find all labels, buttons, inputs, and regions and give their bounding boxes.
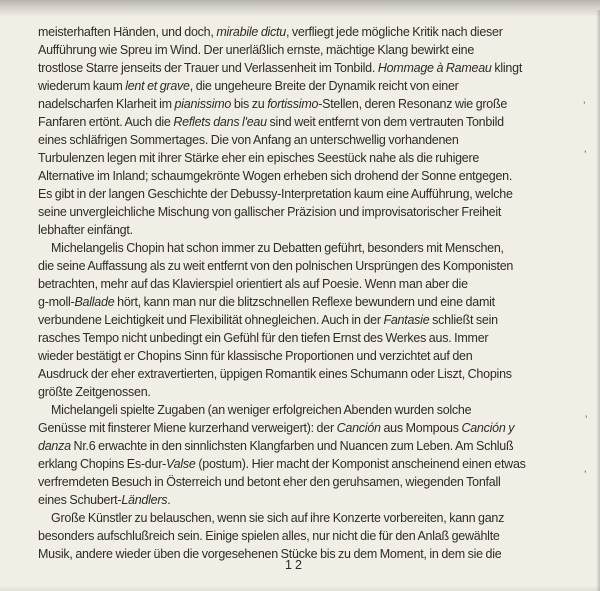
paragraph <box>38 23 590 239</box>
text-segment: Turbulenzen legen mit ihrer Stärke eher ein episches Seestück nahe als die ruhigere <box>38 151 480 165</box>
text-segment: klingt <box>491 61 523 75</box>
text-segment: nadelscharfen Klarheit im <box>38 97 175 111</box>
text-block <box>38 23 590 563</box>
text-line <box>38 365 590 383</box>
italic-text-segment: Reflets dans l'eau <box>173 115 267 129</box>
text-line <box>38 95 590 113</box>
text-line <box>38 185 590 203</box>
text-line <box>38 23 590 41</box>
text-line <box>38 221 590 239</box>
text-segment: trostlose Starre jenseits der Trauer und Verlassenheit im Tonbild. <box>38 61 378 75</box>
italic-text-segment: Valse <box>166 457 196 471</box>
text-segment: rasches Tempo nicht unbedingt ein Gefühl für den tiefen Ernst des Werkes aus. Immer <box>38 331 489 345</box>
text-segment: schließt sein <box>429 313 498 327</box>
text-segment: (postum). Hier macht der Komponist anscheinend einen etwas <box>195 457 526 471</box>
text-segment: Fanfaren ertönt. Auch die <box>38 115 174 129</box>
scan-speck-icon <box>584 470 586 481</box>
scan-edge-bottom-shadow <box>0 586 600 591</box>
text-segment: die seine Auffassung als zu weit entfernt von den polnischen Ursprüngen des Komponisten <box>38 259 514 273</box>
text-segment: Musik, andere wieder üben die vorgesehenen Stücke bis zu dem Moment, in dem sie die <box>38 547 502 561</box>
text-line <box>38 347 590 365</box>
text-line <box>38 329 590 347</box>
text-segment: wieder bestätigt er Chopins Sinn für klassische Proportionen und verzichtet auf den <box>38 349 473 363</box>
scan-edge-top-shadow <box>0 0 600 17</box>
text-segment: . <box>167 493 171 507</box>
text-segment: Nr.6 erwachte in den sinnlichsten Klangfarben und Nuancen zum Leben. Am Schluß <box>70 439 514 453</box>
text-segment: wiederum kaum <box>38 79 126 93</box>
text-segment: sind weit entfernt von dem vertrauten Tonbild <box>266 115 504 129</box>
text-segment: Alternative im Inland; schaumgekrönte Wogen erheben sich drohend der Sonne entgegen. <box>38 169 513 183</box>
text-line <box>38 383 590 401</box>
text-segment: , die ungeheure Breite der Dynamik reicht von einer <box>189 79 459 93</box>
text-segment: Große Künstler zu belauschen, wenn sie sich auf ihre Konzerte vorbereiten, kann ganz <box>51 511 505 525</box>
text-segment: , verfliegt jede mögliche Kritik nach dieser <box>285 25 503 39</box>
italic-text-segment: Ballade <box>74 295 115 309</box>
scan-speck-icon <box>585 415 587 426</box>
text-segment: g-moll- <box>38 295 75 309</box>
text-segment: bis zu <box>231 97 268 111</box>
scan-speck-icon <box>584 150 586 161</box>
text-line <box>38 437 590 455</box>
text-line <box>38 59 590 77</box>
text-line <box>38 203 590 221</box>
scan-speck-icon <box>583 101 585 112</box>
text-line <box>38 293 590 311</box>
paragraph <box>38 509 590 563</box>
text-line <box>38 455 590 473</box>
text-line <box>38 131 590 149</box>
italic-text-segment: Canción y <box>461 421 515 435</box>
text-line <box>38 311 590 329</box>
text-segment: seine unvergleichliche Mischung von gallischer Präzision und improvisatorischer Freiheit <box>38 205 502 219</box>
text-line <box>38 275 590 293</box>
text-line <box>38 401 590 419</box>
italic-text-segment: lent et grave <box>125 79 190 93</box>
text-line <box>38 41 590 59</box>
text-segment: Ausdruck der eher extravertierten, üppigen Romantik eines Schumann oder Liszt, Chopins <box>38 367 512 381</box>
text-line <box>38 239 590 257</box>
scan-edge-right-line <box>596 10 600 591</box>
text-segment: erklang Chopins Es-dur- <box>38 457 167 471</box>
italic-text-segment: danza <box>38 439 71 453</box>
italic-text-segment: Fantasie <box>383 313 430 327</box>
italic-text-segment: Ländlers <box>121 493 168 507</box>
text-segment: meisterhaften Händen, und doch, <box>38 25 217 39</box>
text-segment: besonders aufschlußreich sein. Einige spielen alles, nur nicht die für den Anlaß gewählte <box>38 529 500 543</box>
text-segment: hört, kann man nur die blitzschnellen Reflexe bewundern und eine damit <box>114 295 495 309</box>
italic-text-segment: fortissimo <box>267 97 319 111</box>
paragraph <box>38 239 590 401</box>
text-line <box>38 491 590 509</box>
text-segment: Genüsse mit finsterer Miene kurzerhand verweigert): der <box>38 421 337 435</box>
text-segment: Es gibt in der langen Geschichte der Debussy-Interpretation kaum eine Aufführung, welche <box>38 187 513 201</box>
italic-text-segment: mirabile dictu <box>216 25 286 39</box>
italic-text-segment: Hommage à Rameau <box>377 61 492 75</box>
text-segment: Michelangeli spielte Zugaben (an weniger erfolgreichen Abenden wurden solche <box>51 403 472 417</box>
text-line <box>38 77 590 95</box>
text-segment: größte Zeitgenossen. <box>38 385 151 399</box>
text-segment: lebhafter einfängt. <box>38 223 133 237</box>
text-line <box>38 473 590 491</box>
text-segment: aus Mompous <box>380 421 462 435</box>
text-line <box>38 509 590 527</box>
text-line <box>38 527 590 545</box>
text-line <box>38 257 590 275</box>
italic-text-segment: pianissimo <box>174 97 232 111</box>
text-line <box>38 113 590 131</box>
text-segment: eines schläfrigen Sommertages. Die von Anfang an unterschwellig vorhandenen <box>38 133 459 147</box>
text-segment: eines Schubert- <box>38 493 122 507</box>
text-line <box>38 149 590 167</box>
text-segment: verfremdeten Besuch in Österreich und betont eher den geruhsamen, wiegenden Tonfall <box>38 475 501 489</box>
text-segment: Aufführung wie Spreu im Wind. Der unerläßlich ernste, mächtige Klang bewirkt eine <box>38 43 475 57</box>
text-line <box>38 167 590 185</box>
text-segment: -Stellen, deren Resonanz wie große <box>318 97 508 111</box>
italic-text-segment: Canción <box>336 421 381 435</box>
text-segment: betrachten, mehr auf das Klavierspiel orientiert als auf Poesie. Wenn man aber die <box>38 277 468 291</box>
text-segment: Michelangelis Chopin hat schon immer zu Debatten geführt, besonders mit Menschen, <box>51 241 504 255</box>
paragraph <box>38 401 590 509</box>
text-segment: verbundene Leichtigkeit und Flexibilität ohnegleichen. Auch in der <box>38 313 384 327</box>
text-line <box>38 419 590 437</box>
page-number: 12 <box>285 558 305 572</box>
